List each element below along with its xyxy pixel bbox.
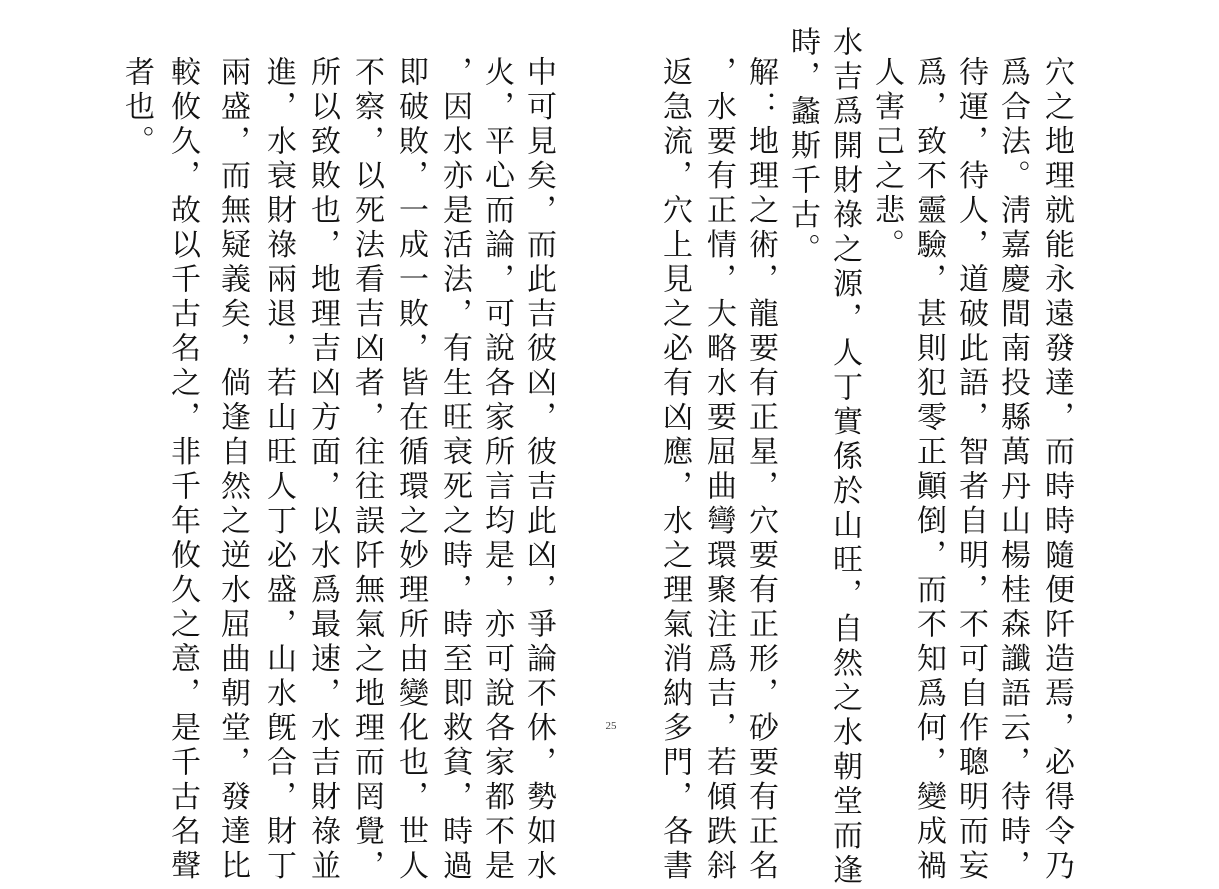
text-column-20: 者也。 [119,56,154,160]
page-number: 25 [605,720,617,732]
text-column-17: 進，水衰財祿兩退，若山旺人丁必盛，山水旣合，財丁 [261,56,296,884]
text-column-5: 人害己之悲。 [869,56,904,263]
text-column-11: 中可見矣，而此吉彼凶，彼吉此凶，爭論不休，勢如水 [521,56,556,884]
text-column-9: ，水要有正情，大略水要屈曲彎環聚注爲吉，若傾跌斜 [701,56,736,884]
text-column-14: 即破敗，一成一敗，皆在循環之妙理所由變化也，世人 [393,56,428,884]
text-column-1: 穴之地理就能永遠發達，而時時隨便阡造焉，必得令乃 [1039,56,1074,884]
text-column-4: 爲，致不靈驗，甚則犯零正顚倒，而不知爲何，變成禍 [911,56,946,884]
text-column-8: 解：地理之術，龍要有正星，穴要有正形，砂要有正名 [743,56,778,884]
text-column-16: 所以致敗也，地理吉凶方面，以水爲最速，水吉財祿並 [305,56,340,884]
text-column-19: 較攸久，故以千古名之，非千年攸久之意，是千古名聲 [165,56,200,884]
text-column-10: 返急流，穴上見之必有凶應，水之理氣消納多門，各書 [657,56,692,884]
text-column-18: 兩盛，而無疑義矣，倘逢自然之逆水屈曲朝堂，發達比 [215,56,250,884]
text-column-3: 待運，待人，道破此語，智者自明，不可自作聰明而妄 [953,56,988,884]
text-column-2: 爲合法。淸嘉慶間南投縣萬丹山楊桂森讖語云，待時， [995,56,1030,884]
text-column-7: 時，蠡斯千古。 [785,26,820,268]
text-column-13: ，因水亦是活法，有生旺衰死之時，時至即救貧，時過 [437,56,472,884]
text-column-6: 水吉爲開財祿之源，人丁實係於山旺，自然之水朝堂而逢 [827,26,862,889]
text-column-15: 不察，以死法看吉凶者，往往誤阡無氣之地理而罔覺， [349,56,384,884]
text-column-12: 火，平心而論，可說各家所言均是，亦可說各家都不是 [479,56,514,884]
